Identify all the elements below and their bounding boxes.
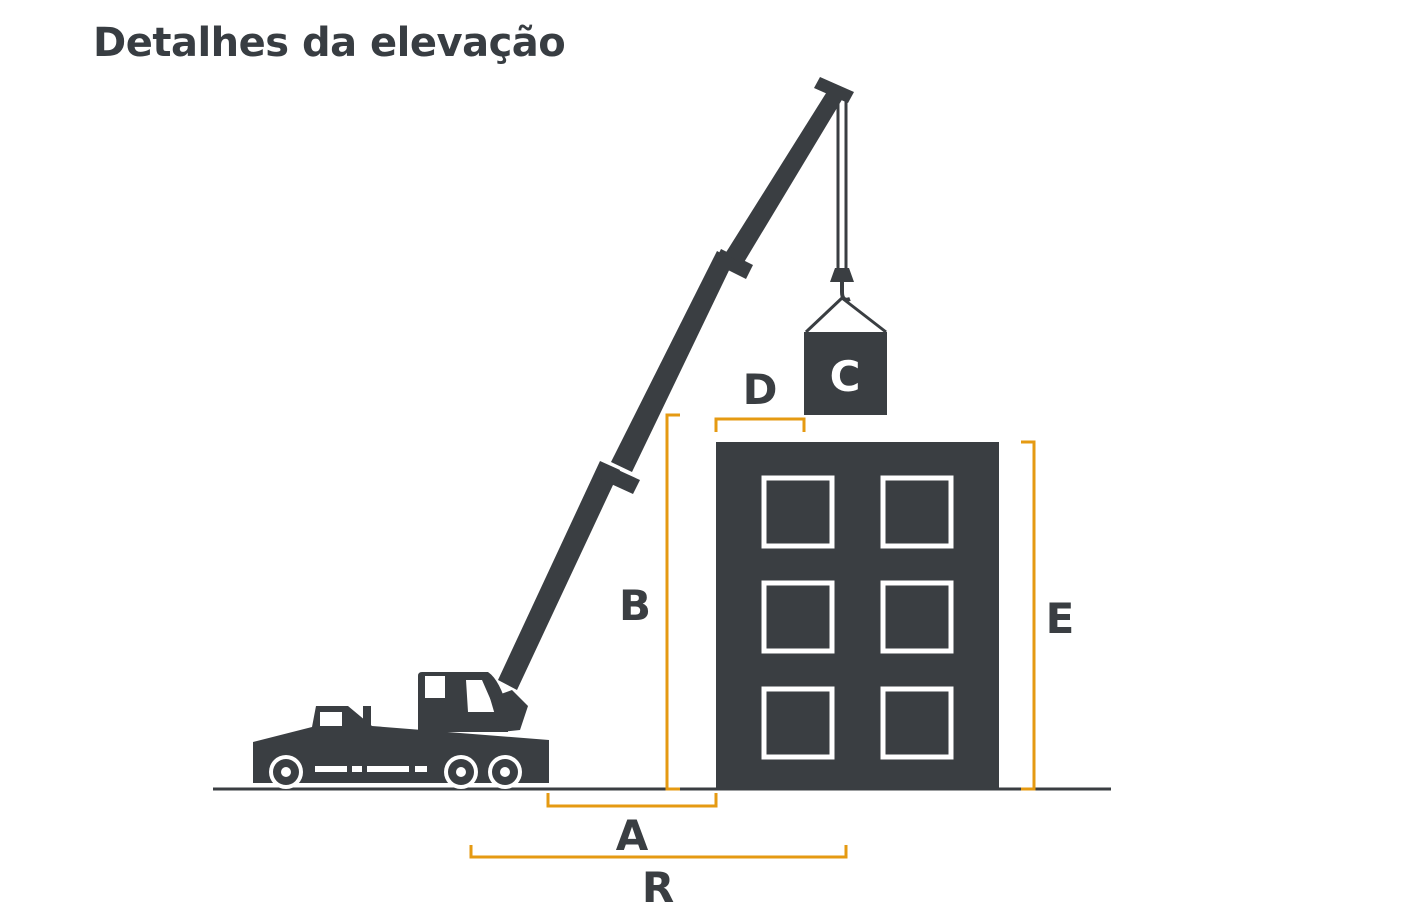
label-a: A	[615, 811, 649, 860]
dimension-r-bracket	[471, 845, 846, 857]
building	[716, 442, 999, 789]
dimension-a-bracket	[548, 793, 716, 806]
hoist-cable	[838, 96, 846, 272]
dimension-e-bracket	[1021, 442, 1034, 789]
label-b: B	[618, 581, 652, 630]
label-r: R	[641, 863, 675, 909]
truck-wheel	[444, 755, 478, 789]
page-title: Detalhes da elevação	[93, 20, 566, 66]
dimension-b-bracket	[667, 415, 680, 789]
label-c: C	[829, 352, 861, 401]
rigging-slings	[806, 298, 886, 332]
crane-truck	[253, 672, 549, 789]
hook-icon	[830, 268, 854, 300]
truck-wheel	[488, 755, 522, 789]
label-d: D	[742, 365, 778, 414]
dimension-d-bracket	[716, 419, 804, 432]
label-e: E	[1045, 594, 1075, 643]
truck-wheel	[269, 755, 303, 789]
